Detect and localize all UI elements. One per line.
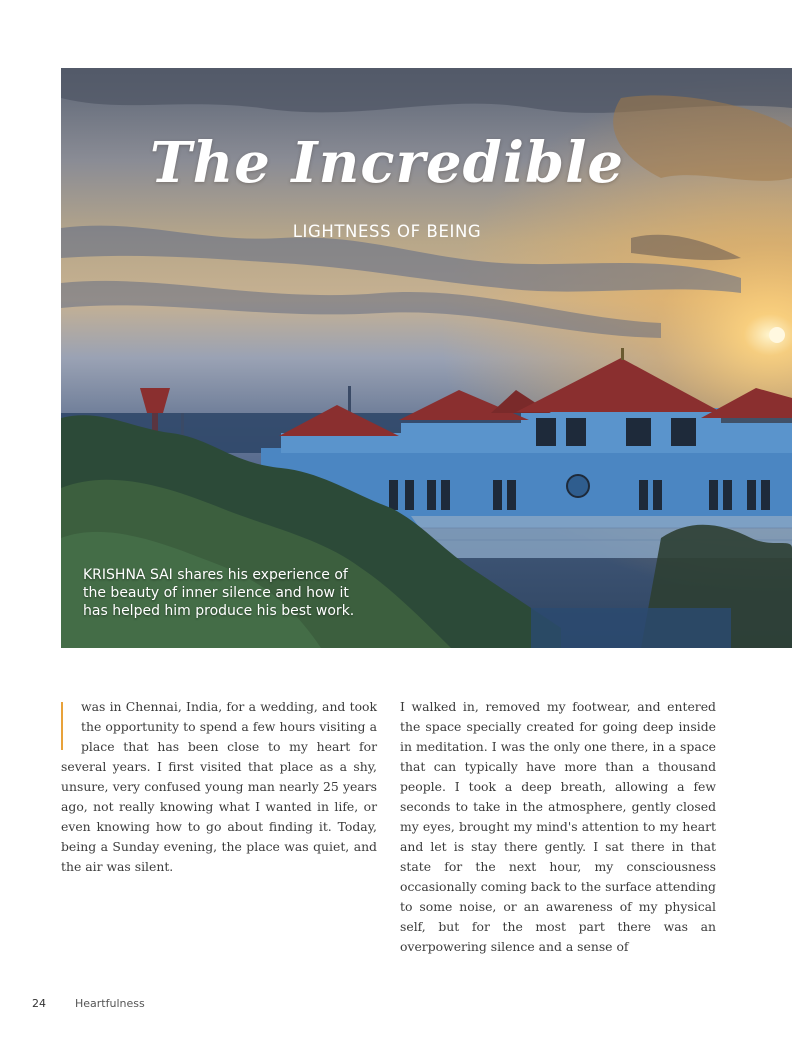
page-footer: [32, 997, 145, 1010]
page-number: 24: [32, 997, 46, 1010]
body-column-right: [400, 697, 716, 957]
body-paragraph-1: was in Chennai, India, for a wedding, and took the opportunity to spend a few hours visiting a place that has been close to my heart for several years. I first visited that place as a shy, unsure, very confused young man nearly 25 years ago, not really knowing what I wanted in life, or even knowing how to go about finding it. Today, being a Sunday evening, the place was quiet, and the air was silent.: [61, 699, 377, 874]
image-caption: KRISHNA SAI shares his experience of the beauty of inner silence and how it has helped him produce his best work.: [83, 567, 355, 619]
body-paragraph-2: I walked in, removed my footwear, and entered the space specially created for going deep inside in meditation. I was the only one there, in a space that can typically have more than a thousand people. I took a deep breath, allowing a few seconds to take in the atmosphere, gently closed my eyes, brought my mind's attention to my heart and let is stay there gently. I sat there in that state for the next hour, my consciousness occasionally coming back to the surface attending to some noise, or an awareness of my physical self, but for the most part there was an overpowering silence and a sense of: [400, 699, 716, 954]
body-column-left: [61, 697, 377, 877]
publication-name: Heartfulness: [75, 997, 145, 1010]
article-title: The Incredible: [149, 130, 625, 196]
hero-image: [61, 68, 792, 648]
article-subtitle: LIGHTNESS OF BEING: [292, 222, 482, 241]
drop-cap-marker: [61, 702, 75, 750]
